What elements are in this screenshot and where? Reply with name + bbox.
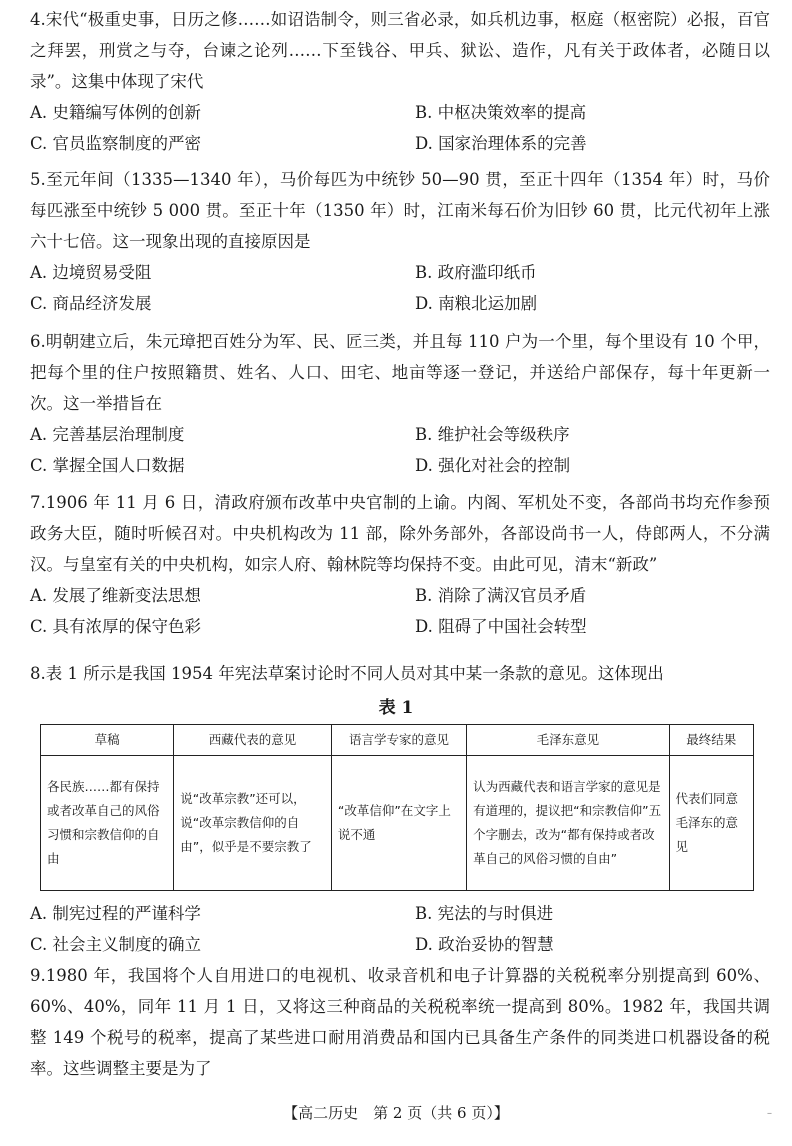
- table-caption: 表 1: [378, 698, 414, 718]
- table-header-row: [41, 725, 754, 756]
- question-5: [30, 164, 770, 319]
- option-c[interactable]: C. 商品经济发展: [30, 294, 152, 313]
- question-9: [30, 960, 770, 1084]
- option-list: [30, 419, 770, 481]
- question-stem: 9.1980 年，我国将个人自用进口的电视机、收录音机和电子计算器的关税税率分别提高到 60%、60%、40%，同年 11 月 1 日，又将这三种商品的关税税率统一提高到 80%。1982 年，我国共调整 149 个税号的税率，提高了某些进口耐用消费品和国内已具备生产条件的同类进口机器设备的税率。这些调整主要是为了: [30, 966, 770, 1078]
- option-a[interactable]: A. 完善基层治理制度: [30, 425, 185, 444]
- question-4: [30, 4, 770, 159]
- option-a[interactable]: A. 发展了维新变法思想: [30, 586, 201, 605]
- option-a[interactable]: A. 边境贸易受阻: [30, 263, 152, 282]
- question-6: [30, 326, 770, 481]
- table-header: 毛泽东意见: [467, 725, 669, 756]
- option-b[interactable]: B. 政府滥印纸币: [415, 263, 537, 282]
- option-a[interactable]: A. 制宪过程的严谨科学: [30, 904, 201, 923]
- opinion-table: [40, 724, 754, 891]
- option-d[interactable]: D. 国家治理体系的完善: [415, 134, 587, 153]
- table-cell: 代表们同意毛泽东的意见: [669, 756, 753, 891]
- option-b[interactable]: B. 维护社会等级秩序: [415, 425, 570, 444]
- option-d[interactable]: D. 强化对社会的控制: [415, 456, 571, 475]
- option-list: [30, 97, 770, 159]
- option-list: [30, 898, 770, 960]
- question-stem: 4.宋代“极重史事，日历之修……如诏诰制令，则三省必录，如兵机边事，枢庭（枢密院）必报，百官之拜罢，刑赏之与夺，台谏之论列……下至钱谷、甲兵、狱讼、造作，凡有关于政体者，必随日以录”。这集中体现了宋代: [30, 10, 770, 91]
- option-c[interactable]: C. 社会主义制度的确立: [30, 935, 202, 954]
- table-cell: “改革信仰”在文字上说不通: [331, 756, 466, 891]
- table-cell: 认为西藏代表和语言学家的意见是有道理的，提议把“和宗教信仰”五个字删去，改为“都有保持或者改革自己的风俗习惯的自由”: [467, 756, 669, 891]
- table-header: 草稿: [41, 725, 174, 756]
- question-8-options: [30, 898, 770, 960]
- question-8: [30, 658, 770, 689]
- question-stem: 5.至元年间（1335—1340 年），马价每匹为中统钞 50—90 贯，至正十四年（1354 年）时，马价每匹涨至中统钞 5 000 贯。至正十年（1350 年）时，江南米每石价为旧钞 60 贯，比元代初年上涨六十七倍。这一现象出现的直接原因是: [30, 170, 770, 251]
- question-7: [30, 487, 770, 642]
- option-c[interactable]: C. 官员监察制度的严密: [30, 134, 202, 153]
- option-list: [30, 580, 770, 642]
- table-header: 语言学专家的意见: [331, 725, 466, 756]
- option-d[interactable]: D. 政治妥协的智慧: [415, 935, 554, 954]
- option-b[interactable]: B. 消除了满汉官员矛盾: [415, 586, 587, 605]
- table-row: [41, 756, 754, 891]
- option-a[interactable]: A. 史籍编写体例的创新: [30, 103, 201, 122]
- option-b[interactable]: B. 宪法的与时俱进: [415, 904, 554, 923]
- table-header: 西藏代表的意见: [174, 725, 332, 756]
- table-cell: 各民族……都有保持或者改革自己的风俗习惯和宗教信仰的自由: [41, 756, 174, 891]
- table-cell: 说“改革宗教”还可以，说“改革宗教信仰的自由”，似乎是不要宗教了: [174, 756, 332, 891]
- question-stem: 7.1906 年 11 月 6 日，清政府颁布改革中央官制的上谕。内阁、军机处不变，各部尚书均充作参预政务大臣，随时听候召对。中央机构改为 11 部，除外务部外，各部设尚书一人，侍郎两人，不分满汉。与皇室有关的中央机构，如宗人府、翰林院等均保持不变。由此可见，清末“新政”: [30, 493, 770, 574]
- question-stem: 8.表 1 所示是我国 1954 年宪法草案讨论时不同人员对其中某一条款的意见。这体现出: [30, 664, 664, 683]
- page-mark: –: [767, 1108, 772, 1119]
- option-c[interactable]: C. 具有浓厚的保守色彩: [30, 617, 202, 636]
- question-stem: 6.明朝建立后，朱元璋把百姓分为军、民、匠三类，并且每 110 户为一个里，每个里设有 10 个甲，把每个里的住户按照籍贯、姓名、人口、田宅、地亩等逐一登记，并送给户部保存，每十年更新一次。这一举措旨在: [30, 332, 770, 413]
- option-c[interactable]: C. 掌握全国人口数据: [30, 456, 185, 475]
- page-footer: 【高二历史 第 2 页（共 6 页）】: [283, 1104, 509, 1122]
- option-b[interactable]: B. 中枢决策效率的提高: [415, 103, 587, 122]
- option-list: [30, 257, 770, 319]
- table-header: 最终结果: [669, 725, 753, 756]
- option-d[interactable]: D. 南粮北运加剧: [415, 294, 538, 313]
- option-d[interactable]: D. 阻碍了中国社会转型: [415, 617, 587, 636]
